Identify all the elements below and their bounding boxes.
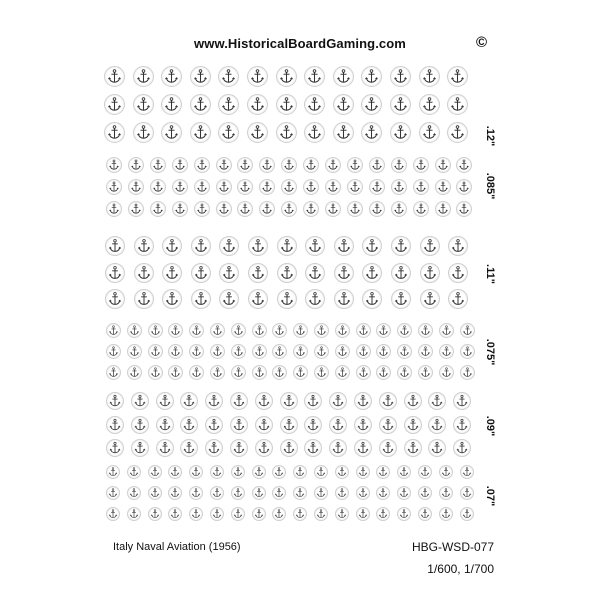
anchor-decal — [390, 66, 411, 87]
anchor-decal — [334, 263, 354, 283]
anchor-decal — [161, 66, 182, 87]
anchor-decal — [419, 94, 440, 115]
anchor-decal — [418, 323, 433, 338]
anchor-decal — [293, 344, 308, 359]
anchor-decal — [281, 157, 297, 173]
anchor-decal — [347, 157, 363, 173]
anchor-decal — [447, 94, 468, 115]
anchor-decal — [194, 157, 210, 173]
anchor-decal — [106, 365, 121, 380]
anchor-decal — [272, 365, 287, 380]
anchor-decal — [362, 263, 382, 283]
anchor-decal — [391, 201, 407, 217]
anchor-decal — [190, 94, 211, 115]
anchor-decal — [439, 365, 454, 380]
anchor-decal — [191, 263, 211, 283]
anchor-decal — [148, 507, 162, 521]
anchor-decal — [435, 179, 451, 195]
anchor-decal — [105, 289, 125, 309]
anchor-decal — [376, 486, 390, 500]
anchor-decal — [333, 122, 354, 143]
anchor-decal — [105, 236, 125, 256]
anchor-decal — [354, 439, 372, 457]
anchor-decal — [420, 289, 440, 309]
anchor-decal — [314, 465, 328, 479]
anchor-decal — [397, 507, 411, 521]
anchor-decal — [404, 439, 422, 457]
anchor-decal — [231, 507, 245, 521]
anchor-decal — [305, 289, 325, 309]
anchor-decal — [356, 344, 371, 359]
anchor-decal — [347, 179, 363, 195]
anchor-decal — [293, 465, 307, 479]
product-code: HBG-WSD-077 — [411, 540, 494, 554]
anchor-decal — [276, 94, 297, 115]
anchor-decal — [219, 263, 239, 283]
anchor-decal — [134, 289, 154, 309]
anchor-decal — [453, 392, 471, 410]
anchor-decal — [390, 122, 411, 143]
scale-info: 1/600, 1/700 — [427, 562, 494, 576]
anchor-decal — [191, 236, 211, 256]
anchor-decal — [304, 392, 322, 410]
anchor-decal — [456, 201, 472, 217]
anchor-decal — [127, 507, 141, 521]
anchor-decal — [131, 439, 149, 457]
anchor-decal — [397, 465, 411, 479]
anchor-decal — [448, 236, 468, 256]
anchor-decal — [418, 486, 432, 500]
anchor-decal — [376, 323, 391, 338]
anchor-decal — [127, 344, 142, 359]
anchor-decal — [205, 392, 223, 410]
anchor-decal — [104, 122, 125, 143]
anchor-decal — [397, 486, 411, 500]
anchor-decal — [106, 439, 124, 457]
anchor-decal — [156, 439, 174, 457]
anchor-decal — [314, 344, 329, 359]
anchor-decal — [106, 323, 121, 338]
anchor-decal — [369, 201, 385, 217]
anchor-decal — [418, 465, 432, 479]
anchor-decal — [379, 439, 397, 457]
anchor-decal — [420, 236, 440, 256]
anchor-decal — [104, 94, 125, 115]
anchor-decal — [362, 289, 382, 309]
anchor-decal — [390, 94, 411, 115]
anchor-decal — [453, 439, 471, 457]
anchor-decal — [397, 323, 412, 338]
anchor-decal — [335, 486, 349, 500]
anchor-decal — [391, 157, 407, 173]
anchor-decal — [305, 236, 325, 256]
anchor-decal — [277, 289, 297, 309]
anchor-decal — [456, 179, 472, 195]
size-label: .12" — [484, 125, 496, 147]
anchor-decal — [189, 465, 203, 479]
anchor-decal — [133, 122, 154, 143]
anchor-decal — [168, 365, 183, 380]
anchor-decal — [162, 289, 182, 309]
anchor-decal — [189, 507, 203, 521]
anchor-decal — [231, 365, 246, 380]
anchor-decal — [219, 289, 239, 309]
anchor-decal — [281, 201, 297, 217]
anchor-decal — [205, 439, 223, 457]
anchor-decal — [247, 122, 268, 143]
anchor-decal — [230, 392, 248, 410]
site-url: www.HistoricalBoardGaming.com — [194, 36, 406, 51]
anchor-decal — [354, 416, 372, 434]
anchor-decal — [106, 179, 122, 195]
anchor-decal — [354, 392, 372, 410]
anchor-decal — [150, 179, 166, 195]
anchor-decal — [439, 507, 453, 521]
anchor-decal — [303, 179, 319, 195]
anchor-decal — [259, 179, 275, 195]
anchor-decal — [272, 465, 286, 479]
anchor-decal — [335, 365, 350, 380]
anchor-decal — [148, 323, 163, 338]
anchor-decal — [335, 323, 350, 338]
anchor-decal — [453, 416, 471, 434]
anchor-decal — [418, 365, 433, 380]
anchor-decal — [277, 263, 297, 283]
anchor-decal — [237, 201, 253, 217]
anchor-decal — [105, 263, 125, 283]
anchor-decal — [156, 416, 174, 434]
anchor-decal — [305, 263, 325, 283]
anchor-decal — [127, 486, 141, 500]
anchor-decal — [216, 201, 232, 217]
anchor-decal — [391, 263, 411, 283]
anchor-decal — [210, 365, 225, 380]
anchor-decal — [314, 365, 329, 380]
anchor-decal — [303, 157, 319, 173]
anchor-decal — [460, 365, 475, 380]
anchor-decal — [304, 94, 325, 115]
anchor-decal — [335, 465, 349, 479]
anchor-decal — [413, 157, 429, 173]
anchor-decal — [106, 344, 121, 359]
anchor-decal — [210, 465, 224, 479]
anchor-decal — [194, 179, 210, 195]
anchor-decal — [172, 201, 188, 217]
anchor-decal — [456, 157, 472, 173]
anchor-decal — [435, 201, 451, 217]
anchor-decal — [329, 392, 347, 410]
anchor-decal — [272, 486, 286, 500]
anchor-decal — [420, 263, 440, 283]
anchor-decal — [335, 344, 350, 359]
anchor-decal — [369, 179, 385, 195]
anchor-decal — [131, 392, 149, 410]
anchor-decal — [447, 66, 468, 87]
anchor-decal — [334, 289, 354, 309]
anchor-decal — [128, 157, 144, 173]
anchor-decal — [168, 486, 182, 500]
anchor-decal — [379, 416, 397, 434]
anchor-decal — [127, 465, 141, 479]
anchor-decal — [439, 486, 453, 500]
anchor-decal — [435, 157, 451, 173]
anchor-decal — [148, 486, 162, 500]
anchor-decal — [156, 392, 174, 410]
anchor-decal — [247, 94, 268, 115]
anchor-decal — [219, 236, 239, 256]
anchor-decal — [134, 263, 154, 283]
anchor-decal — [272, 507, 286, 521]
anchor-decal — [106, 157, 122, 173]
anchor-decal — [333, 66, 354, 87]
anchor-decal — [148, 465, 162, 479]
size-label: .09" — [484, 415, 496, 437]
anchor-decal — [248, 289, 268, 309]
anchor-decal — [218, 66, 239, 87]
anchor-decal — [356, 486, 370, 500]
anchor-decal — [190, 122, 211, 143]
anchor-decal — [335, 507, 349, 521]
anchor-decal — [231, 465, 245, 479]
anchor-decal — [180, 439, 198, 457]
anchor-decal — [255, 416, 273, 434]
anchor-decal — [272, 344, 287, 359]
anchor-decal — [237, 179, 253, 195]
anchor-decal — [439, 323, 454, 338]
anchor-decal — [172, 179, 188, 195]
anchor-decal — [168, 507, 182, 521]
anchor-decal — [304, 439, 322, 457]
anchor-decal — [106, 201, 122, 217]
anchor-decal — [293, 486, 307, 500]
anchor-decal — [397, 344, 412, 359]
anchor-decal — [304, 66, 325, 87]
anchor-decal — [361, 66, 382, 87]
anchor-decal — [194, 201, 210, 217]
anchor-decal — [230, 416, 248, 434]
anchor-decal — [210, 507, 224, 521]
anchor-decal — [189, 344, 204, 359]
anchor-decal — [162, 263, 182, 283]
anchor-decal — [210, 344, 225, 359]
anchor-decal — [218, 122, 239, 143]
anchor-decal — [255, 392, 273, 410]
anchor-decal — [230, 439, 248, 457]
anchor-decal — [210, 486, 224, 500]
anchor-decal — [397, 365, 412, 380]
anchor-decal — [418, 507, 432, 521]
anchor-decal — [276, 66, 297, 87]
anchor-decal — [293, 323, 308, 338]
anchor-decal — [391, 179, 407, 195]
anchor-decal — [150, 157, 166, 173]
anchor-decal — [293, 507, 307, 521]
anchor-decal — [280, 439, 298, 457]
anchor-decal — [347, 201, 363, 217]
anchor-decal — [248, 236, 268, 256]
anchor-decal — [448, 289, 468, 309]
anchor-decal — [252, 365, 267, 380]
anchor-decal — [231, 486, 245, 500]
anchor-decal — [259, 157, 275, 173]
anchor-decal — [303, 201, 319, 217]
anchor-decal — [106, 392, 124, 410]
anchor-decal — [168, 465, 182, 479]
anchor-decal — [189, 486, 203, 500]
anchor-decal — [428, 439, 446, 457]
anchor-decal — [369, 157, 385, 173]
anchor-decal — [134, 236, 154, 256]
anchor-decal — [133, 66, 154, 87]
anchor-decal — [376, 365, 391, 380]
anchor-decal — [272, 323, 287, 338]
anchor-decal — [418, 344, 433, 359]
anchor-decal — [376, 507, 390, 521]
anchor-decal — [428, 392, 446, 410]
anchor-decal — [277, 236, 297, 256]
anchor-decal — [106, 486, 120, 500]
anchor-decal — [325, 157, 341, 173]
anchor-decal — [231, 344, 246, 359]
anchor-decal — [252, 344, 267, 359]
anchor-decal — [281, 179, 297, 195]
anchor-decal — [252, 323, 267, 338]
size-label: .11" — [484, 264, 496, 284]
anchor-decal — [216, 157, 232, 173]
anchor-decal — [276, 122, 297, 143]
anchor-decal — [413, 179, 429, 195]
anchor-decal — [218, 94, 239, 115]
anchor-decal — [162, 236, 182, 256]
anchor-decal — [133, 94, 154, 115]
anchor-decal — [150, 201, 166, 217]
anchor-decal — [304, 416, 322, 434]
anchor-decal — [252, 465, 266, 479]
anchor-decal — [231, 323, 246, 338]
anchor-decal — [205, 416, 223, 434]
anchor-decal — [447, 122, 468, 143]
anchor-decal — [161, 94, 182, 115]
anchor-decal — [356, 365, 371, 380]
anchor-decal — [168, 344, 183, 359]
anchor-decal — [376, 465, 390, 479]
anchor-decal — [460, 344, 475, 359]
anchor-decal — [189, 365, 204, 380]
anchor-decal — [252, 507, 266, 521]
anchor-decal — [161, 122, 182, 143]
anchor-decal — [333, 94, 354, 115]
anchor-decal — [439, 465, 453, 479]
size-label: .075" — [484, 338, 496, 366]
anchor-decal — [128, 201, 144, 217]
anchor-decal — [391, 236, 411, 256]
anchor-decal — [356, 465, 370, 479]
anchor-decal — [362, 236, 382, 256]
anchor-decal — [180, 416, 198, 434]
anchor-decal — [404, 392, 422, 410]
anchor-decal — [128, 179, 144, 195]
anchor-decal — [334, 236, 354, 256]
anchor-decal — [460, 323, 475, 338]
anchor-decal — [168, 323, 183, 338]
anchor-decal — [293, 365, 308, 380]
anchor-decal — [448, 263, 468, 283]
anchor-decal — [304, 122, 325, 143]
sheet-title: Italy Naval Aviation (1956) — [113, 541, 241, 553]
anchor-decal — [314, 323, 329, 338]
anchor-decal — [247, 66, 268, 87]
anchor-decal — [361, 122, 382, 143]
anchor-decal — [314, 486, 328, 500]
anchor-decal — [314, 507, 328, 521]
anchor-decal — [210, 323, 225, 338]
anchor-decal — [172, 157, 188, 173]
anchor-decal — [379, 392, 397, 410]
anchor-decal — [325, 201, 341, 217]
anchor-decal — [428, 416, 446, 434]
anchor-decal — [191, 289, 211, 309]
anchor-decal — [127, 323, 142, 338]
anchor-decal — [148, 365, 163, 380]
anchor-decal — [376, 344, 391, 359]
anchor-decal — [189, 323, 204, 338]
anchor-decal — [460, 507, 474, 521]
anchor-decal — [404, 416, 422, 434]
anchor-decal — [252, 486, 266, 500]
anchor-decal — [356, 507, 370, 521]
anchor-decal — [391, 289, 411, 309]
anchor-decal — [104, 66, 125, 87]
anchor-decal — [106, 465, 120, 479]
anchor-decal — [259, 201, 275, 217]
anchor-decal — [419, 66, 440, 87]
copyright-symbol: © — [476, 34, 488, 51]
anchor-decal — [460, 465, 474, 479]
anchor-decal — [255, 439, 273, 457]
anchor-decal — [419, 122, 440, 143]
anchor-decal — [180, 392, 198, 410]
anchor-decal — [280, 392, 298, 410]
anchor-decal — [106, 507, 120, 521]
anchor-decal — [148, 344, 163, 359]
anchor-decal — [248, 263, 268, 283]
size-label: .085" — [484, 172, 496, 200]
anchor-decal — [356, 323, 371, 338]
anchor-decal — [190, 66, 211, 87]
anchor-decal — [329, 439, 347, 457]
size-label: .07" — [484, 485, 496, 507]
anchor-decal — [329, 416, 347, 434]
anchor-decal — [127, 365, 142, 380]
anchor-decal — [439, 344, 454, 359]
anchor-decal — [131, 416, 149, 434]
anchor-decal — [361, 94, 382, 115]
anchor-decal — [237, 157, 253, 173]
anchor-decal — [413, 201, 429, 217]
anchor-decal — [460, 486, 474, 500]
anchor-decal — [280, 416, 298, 434]
anchor-decal — [106, 416, 124, 434]
anchor-decal — [325, 179, 341, 195]
anchor-decal — [216, 179, 232, 195]
